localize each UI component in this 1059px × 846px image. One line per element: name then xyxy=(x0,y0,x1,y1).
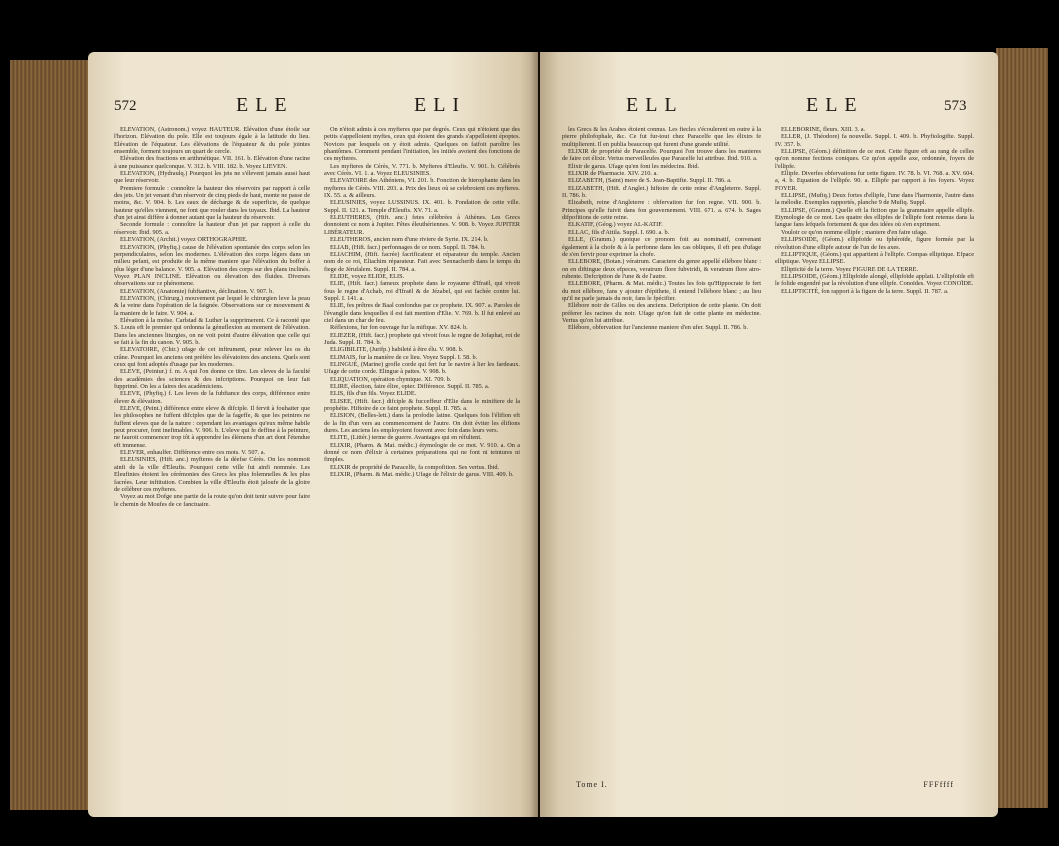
right-page-column-1 xyxy=(562,126,761,787)
entry-paragraph: Elixir de garus. Ufage qu'en font les médecins. Ibid. xyxy=(568,162,700,170)
entry-paragraph: Ellébore noir de Gilles ou des anciens. Defcription de cette plante. On doit préferer les racines du noir. Ufage qu'on fait de cette plante en médecine. Vertus qu'on lui attribue. xyxy=(562,302,761,324)
left-page-column-2 xyxy=(324,126,520,787)
entry-paragraph: ELLIPSE, (Géom.) définition de ce mot. Cette figure eft au rang de celles qu'on nomme fections coniques. Ce qu'on appelle axe, ordonnée, foyers de l'ellipfe. xyxy=(775,148,974,170)
entry-paragraph: ELLEBORINE, fleurs. XIII. 3. a. xyxy=(781,126,866,133)
entry-paragraph: ELLIPTIQUE, (Géom.) qui appartient à l'ellipfe. Compas elliptique. Efpace elliptique. Voyez ELLIPSE. xyxy=(775,250,974,266)
entry-paragraph: ELIEZER, (Hift. facr.) prophete qui vivoit fous le regne de Jofaphat, roi de Juda. Suppl. II. 784. b. xyxy=(324,331,520,346)
entry-paragraph: ELLIPSE, (Mufiq.) Deux fortes d'ellipfe, l'une dans l'harmonie, l'autre dans la mélodie. Exemples rapportés, planche 9 de Mufiq. Suppl. xyxy=(775,192,974,207)
right-page-edges xyxy=(996,48,1048,808)
right-page-column-2 xyxy=(775,126,974,787)
left-page-edges xyxy=(10,60,88,810)
entry-paragraph: Vouloir ce qu'on nomme ellipfe ; maniere d'en faire ufage. xyxy=(781,228,928,236)
entry-paragraph: Ellipfe. Diverfes obfervations fur cette figure. IV. 78. b. VI. 768. a. XV. 604. a, 4. b. Equation de l'ellipfe. 90. a. Ellipfe par rapport à fes foyers. Voyez FOYER. xyxy=(775,170,974,192)
entry-paragraph: ELIZABETH, (Saint) mere de S. Jean-Baptifte. Suppl. II. 786. a. xyxy=(568,177,732,185)
right-page-signature-mark: FFFffff xyxy=(923,780,954,789)
right-page-number: 573 xyxy=(944,98,967,114)
entry-paragraph: ELEVATION, (Hydraulq.) Pourquoi les jets ne s'élevent jamais aussi haut que leur réservoir. xyxy=(114,170,310,185)
entry-paragraph: ELEUSINIES, voyez LUSSINUS. IX. 401. b. Fondation de cette ville. Suppl. II. 121. a. Temple d'Eleufis. XV. 71. a. xyxy=(324,199,520,214)
left-page-header xyxy=(88,94,538,120)
left-page-number: 572 xyxy=(114,98,137,114)
entry-paragraph: ELLAC, fils d'Attila. Suppl. I. 690. a. b. xyxy=(568,228,670,236)
entry-paragraph: ELIQUATION, opération chymique. XI. 709. b. xyxy=(330,375,452,383)
entry-paragraph: ELLE, (Gramm.) quoique ce pronom foit au nominatif, convenant également à la chofe & à la perfonne dans les cas obliques, il eft peu d'ufage de s'en fervir pour exprimer la chofe. xyxy=(562,236,761,258)
entry-paragraph: On n'étoit admis à ces myfteres que par degrés. Ceux qui n'étoient que des petits s'appelloient myftes, ceux qui étoient des grands s'appelloient époptes. Novices par lesquels on y étoit admis. Quelques on faifoit paroître les phantômes. Comment pendant l'initiation, les initiés avoient des fonctions de ces myfteres. xyxy=(324,126,520,163)
entry-paragraph: ELLIPTICITÉ, fon rapport à la figure de la terre. Suppl. II. 787. a. xyxy=(781,287,949,295)
entry-paragraph: ELEUTHEROS, ancien nom d'une riviere de Syrie. IX. 214. b. xyxy=(330,236,489,244)
entry-paragraph: ELIXIR de propriété de Paracelfe. Pourquoi l'on trouve dans les manieres de faire cet élixir. Vertus merveilleufes que Paracelfe lui attribue. Ibid. 910. a. xyxy=(562,148,761,163)
entry-paragraph: ELIACHIM, (Hift. facrée) facrificateur et réparateur du temple. Ancien nom de ce roi, Eliachim réparateur. Fait avec Sennacherib dans le temps du fiege de Jérufalem. Suppl. II. 784. a. xyxy=(324,250,520,273)
entry-paragraph: ELEVATOIRE, (Chir.) ufage de cet inftrument, pour relever les os du crâne. Pourquoi les anciens ont préfére les élévatoires des anciens. Quels sont ceux qui font adoptés d'usage par les modernes. xyxy=(114,346,310,368)
left-page xyxy=(88,52,538,817)
entry-paragraph: ELEVE, (Phyfiq.) f. Les leves de la fubftance des corps, différence entre élever & élévation. xyxy=(114,390,310,405)
entry-paragraph: Elizabeth, reine d'Angleterre : obfervation fur fon regne. VII. 900. b. Principes qu'elle fuivit dans fon gouvernement. VIII. 671. a. 674. b. Sages difpofitions de cette reine. xyxy=(562,199,761,222)
entry-paragraph: ELKATIF, (Géog.) voyez AL-KATIF. xyxy=(568,221,663,229)
entry-paragraph: ELLIPSE, (Gramm.) Quelle eft la fiction que la grammaire appelle ellipfe. Etymologie de ce mot. Les quatre des ellipfes de l'ellipfe font retenus dans la langue fans lefquels fortement & que des idées où s'en expriment. xyxy=(775,206,974,229)
entry-paragraph: ELIXIR, (Pharm. & Mat. médic.) Ufage de l'élixir de garus. VIII. 409. b. xyxy=(330,471,514,479)
entry-paragraph: ELEVATION, (Phyfiq.) cause de l'élévation spontanée des corps selon les perpendiculaires, selon les modernes. L'élévation des corps légers dans un milieu pefant, est produite de la même maniere que l'élévation du boffer à plus léger d'une balance. V. 905. a. Elévation des corps sur des plans inclinés. Voyez PLAN INCLINÉ. Elévation ou élevation des fluides. Diverses observations sur ce phénomene. xyxy=(114,243,310,288)
entry-paragraph: ELLIPSOIDE, (Géom.) ellipfoïde ou fphéroïde, figure formée par la révolution d'une ellipfe autour de l'un de fes axes. xyxy=(775,236,974,251)
entry-paragraph: Elévation des fractions en arithmétique. VII. 161. b. Elévation d'une racine à une puissance quelconque. V. 312. b. VIII. 182. b. Voyez LIEVEN. xyxy=(114,155,310,170)
entry-paragraph: ELIRE, élection, faire élire, opter. Différence. Suppl. II. 785. a. xyxy=(330,383,490,391)
entry-paragraph: ELIXIR de propriété de Paracelfe, fa compofition. Ses vertus. Ibid. xyxy=(330,463,500,471)
entry-paragraph: ELEVE, (Peint.) différence entre eleve & difciple. Il fervit à fouhaiter que les philosophes ne fuffent difciples que de la fageffe, & que les peintres ne fuffent eleves que de la nature : cependant les avantages qu'eux même habile peut procurer, font inefimables. V. 906. b. L'eleve qui fe deffine à la peinture, ne fauroit commencer trop tôt à apprendre les élémens d'un art dont l'étendue eft immense. xyxy=(114,405,310,449)
entry-paragraph: Premiere formule : connoître la hauteur des réservoirs par rapport à celle des jets. Un jet venant d'un réservoir de cinq pieds de haut, monte ne passe de moins, &c. V. 904. b. Les eaux de décharge & de superficie, de quelque hauteur qu'elles viennent, ne font que rouler dans les tuyaux. Ibid. La hauteur d'un jet ainsi diffère à donner autant que la hauteur du réservoir. xyxy=(114,184,310,222)
entry-paragraph: ELEUSINIES, (Hift. anc.) myfteres de la déefse Cérès. On les nommoit ainfi de la ville d'Eleufis. Pourquoi cette ville fut ainfi nommée. Les Eleufinies étoient les cérémonies des Grecs les plus folemnelles & les plus facrées. Leur inftitution. Combien la ville d'Eleufis étoit jaloufe de la gloire de célébrer ces myfteres. xyxy=(114,456,310,493)
entry-paragraph: ELLIPSOIDE, (Géom.) Ellipfoïde alongé, ellipfoïde applati. L'ellipfoïde eft le folide engendré par la révolution d'une ellipfe. Conoïdes. Voyez CONOÏDE. xyxy=(775,272,974,288)
entry-paragraph: ELEVATION, (Astronom.) voyez HAUTEUR. Elévation d'une étoile sur l'horizon. Elévation du pole. Elle est toujours égale à la latitude du lieu. Elévation de l'équateur. Les élévations de l'équateur & du pole jointes ensemble, forment toujours un quart de cercle. xyxy=(114,126,310,156)
entry-paragraph: Seconde formule : connoître la hauteur d'un jet par rapport à celle du réservoir. Ibid. 905. a. xyxy=(114,221,310,236)
entry-paragraph: Ellébore, obfervation fur l'ancienne maniere d'en ufer. Suppl. II. 786. b. xyxy=(568,324,748,332)
entry-paragraph: les Grecs & les Arabes étoient connus. Les fiecles s'écoulerent en outre à la pierre philofophale, &c. Ce fut fur-tout chez Paracelfe que les élixirs fe multiplierent. Il en publia beaucoup qui furent d'une grande utilité. xyxy=(562,126,761,148)
right-header-word-2: ELE xyxy=(806,94,864,116)
entry-paragraph: ELIAB, (Hift. facr.) perfonnages de ce nom. Suppl. II. 784. b. xyxy=(330,243,486,251)
entry-paragraph: ELIXIR de Pharmacie. XIV. 210. a. xyxy=(568,170,658,178)
entry-paragraph: ELIMAIS, fur la manière de ce lieu. Voyez Suppl. I. 58. b. xyxy=(330,353,478,361)
right-page-header xyxy=(540,94,998,120)
entry-paragraph: Ellipticité de la terre. Voyez FIGURE DE LA TERRE. xyxy=(781,265,919,273)
entry-paragraph: ELLEBORE, (Botan.) vératrum. Caractere du genre appellé ellébore blanc : on en diftingue deux efpeces, veratrum flore fubviridi, & veratrum flore atro-rubente. Defcription de l'une & de l'autre. xyxy=(562,258,761,280)
entry-paragraph: Les myfteres de Cérès, V. 771. b. Myfteres d'Eleufis. V. 901. b. Célébrés avec Cérès. VI. 1. a. Voyez ELEUSINIES. xyxy=(324,162,520,178)
entry-paragraph: ELIS, fils d'un fils. Voyez ELIDE. xyxy=(330,390,417,398)
entry-paragraph: ELEVE, (Peintur.) f. m. A qui l'on donne ce titre. Les eleves de la faculté des académies des sciences & des infcriptions. Pourquoi on leur fait fupprimé. On les a faires des académiciens. xyxy=(114,368,310,391)
entry-paragraph: ELEVER, enhaulfer. Différence entre ces mots. V. 507. a. xyxy=(120,449,266,457)
entry-paragraph: Voyez au mot Dofge une partie de la route qu'on doit tenir suivre pour faire le chemin de Moufes de ce fanctuaire. xyxy=(114,493,310,508)
entry-paragraph: ELIDE, voyez ELIDE, ELIS. xyxy=(330,272,405,280)
entry-paragraph: ELEVATION, (Anatomie) fubftantive, déclination. V. 907. b. xyxy=(120,287,274,295)
entry-paragraph: ELINGUÉ, (Marine) grofle corde qui fert fur le navire à lier les fardeaux. Ufage de cette corde. Elingue à pattes. V. 908. b. xyxy=(324,361,520,376)
entry-paragraph: ELIXIR, (Pharm. & Mat. médic.) étymologie de ce mot. V. 910. a. On a donné ce nom d'élixir à certaines préparations qui ne font ni teintures ni fimples. xyxy=(324,441,520,464)
entry-paragraph: ELLEBORE, (Pharm. & Mat. médic.) Toutes les fois qu'Hippocrate fe fert du mot ellébore, fans y ajouter d'épithete, il entend l'ellébore blanc ; au lieu qu'il ne parle jamais du noir, fans le fpécifier. xyxy=(562,280,761,302)
entry-paragraph: ELEVATION, (Chirurg.) mouvement par lequel le chirurgien leve la peau & la veine dans l'opération de la faignée. Observations sur ce mouvement & la maniere de le faire. V. 904. a. xyxy=(114,294,310,317)
left-header-word-2: ELI xyxy=(414,94,467,116)
entry-paragraph: ELITE, (Littér.) terme de guerre. Avantages qui en réfultent. xyxy=(330,434,482,442)
entry-paragraph: Elévation à la moïse. Carlstad & Luther la supprimerent. Ce à raconté que S. Louis eft le premier qui ordonna la génuflexion au moment de l'élévation. Dans les anciennes liturgies, on ne voit point d'autre élévation que celle qui se fait à la fin du canon. V. 905. b. xyxy=(114,316,310,346)
entry-paragraph: ELEVATOIRE des Athéniens, VI. 201. b. Fonction de hierophante dans les myfteres de Cérès. VIII. 203. a. Prix des lieux où se celebroient ces myfteres. IX. 55. a. & ailleurs. xyxy=(324,177,520,200)
entry-paragraph: ELIE, fes prêtres de Baal confondus par ce prophete. IX. 907. a. Paroles de l'évangile dans lesquelles il est fait mention d'Elie. V. 769. b. Il fut enlevé au ciel dans un char de feu. xyxy=(324,302,520,324)
entry-paragraph: ELISEE, (Hift. facr.) difciple & fucceffeur d'Elie dans le miniftere de la prophétie. Hiftoire de ce faint prophete. Suppl. II. 785. a. xyxy=(324,397,520,413)
left-header-word-1: ELE xyxy=(236,94,294,116)
right-page xyxy=(540,52,998,817)
entry-paragraph: Réflexions, fur fon ouvrage fur la mifique. XV. 824. b. xyxy=(330,324,468,332)
entry-paragraph: ELIGIBILITE, (Jurifp.) habileté à être élu. V. 908. b. xyxy=(330,346,464,354)
right-page-footer-volume: Tome I. xyxy=(576,780,608,789)
entry-paragraph: ELISION, (Belles-lett.) dans la profodie latine. Quelques fois l'élifion eft de la fin d'un vers au commencement de l'autre. On doit éviter les élifions dures. Les anciens les employoient fouvent avec foin dans leurs vers. xyxy=(324,412,520,435)
entry-paragraph: ELEVATION, (Archit.) voyez ORTHOGRAPHIE. xyxy=(120,236,248,244)
entry-paragraph: ELIE, (Hift. facr.) fameux prophete dans le royaume d'Ifraël, qui vivoit fous le regne d'Achab, roi d'Ifraël & de Jézabel, qui est fachée contre lui. Suppl. I. 141. a. xyxy=(324,280,520,302)
entry-paragraph: ELLER, (J. Théodore) fa nouvelle. Suppl. I. 409. b. Phyfiologifte. Suppl. IV. 357. b. xyxy=(775,133,974,148)
right-header-word-1: ELL xyxy=(626,94,684,116)
entry-paragraph: ELEUTHERES, (Hift. anc.) fetes célébrées à Athènes. Les Grecs donnoient ce nom à Jupiter. Fêtes éleuthériennes. V. 908. b. Voyez JUPITER LIBÉRATEUR. xyxy=(324,214,520,236)
entry-paragraph: ELIZABETH, (Hift. d'Anglet.) hiftoire de cette reine d'Angleterre. Suppl. II. 786. b. xyxy=(562,184,761,200)
left-page-column-1 xyxy=(114,126,310,787)
